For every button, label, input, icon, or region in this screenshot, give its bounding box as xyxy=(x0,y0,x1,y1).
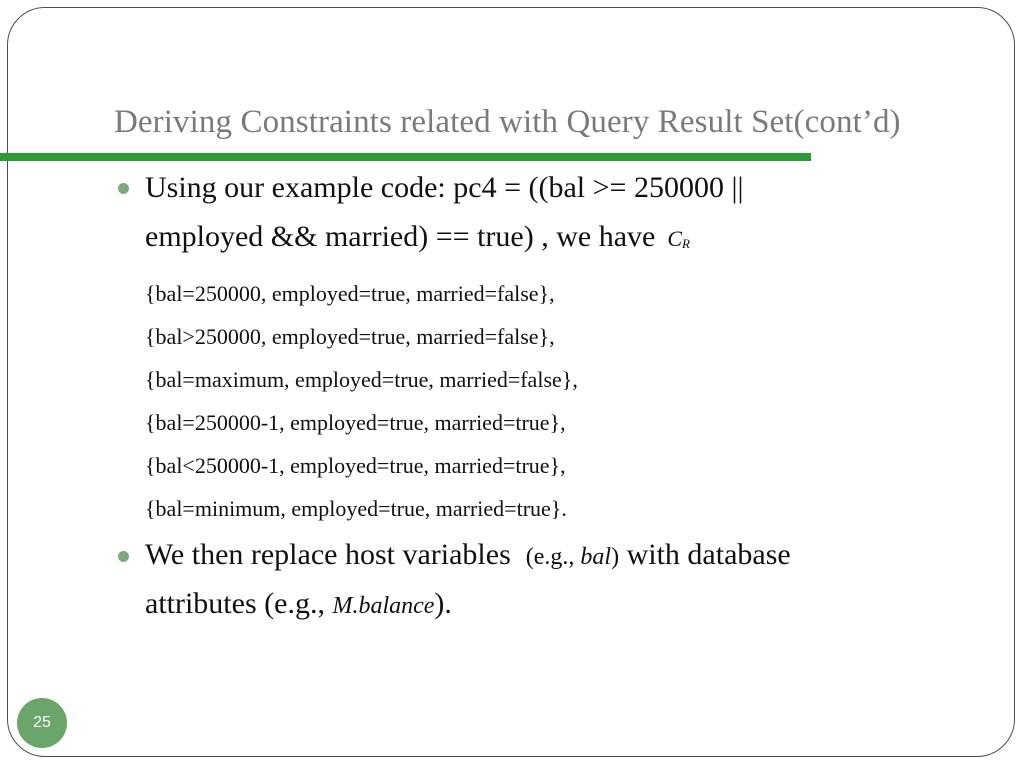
bullet-dot xyxy=(118,183,129,194)
constraint-item: {bal=minimum, employed=true, married=true}. xyxy=(145,496,567,521)
bullet2-example1-open: (e.g., xyxy=(525,544,581,570)
bullet2-example1 xyxy=(526,544,619,570)
constraint-item: {bal>250000, employed=true, married=false}, xyxy=(145,324,555,349)
constraint-item: {bal=250000-1, employed=true, married=true}, xyxy=(145,410,566,435)
bullet2-line2-pre: attributes (e.g., xyxy=(145,587,333,620)
bullet-dot xyxy=(118,551,129,562)
constraint-item: {bal=250000, employed=true, married=false}, xyxy=(145,281,555,306)
result-set-symbol-sub: R xyxy=(682,236,690,251)
bullet1-line2-text: employed && married) == true) , we have xyxy=(145,220,656,253)
slide-title: Deriving Constraints related with Query Result Set(cont’d) xyxy=(114,104,901,140)
bullet2-example1-close: ) xyxy=(611,544,620,570)
constraint-item: {bal<250000-1, employed=true, married=true}, xyxy=(145,453,566,478)
bullet2-line2-post: ). xyxy=(434,587,452,620)
bullet1-line1: Using our example code: pc4 = ((bal >= 250000 || xyxy=(145,171,744,204)
bullet1-line2 xyxy=(145,220,690,254)
bullet2-line1 xyxy=(145,538,791,572)
result-set-symbol xyxy=(667,226,690,251)
result-set-symbol-main: C xyxy=(667,226,683,251)
bullet2-line1-post: with database xyxy=(619,538,791,571)
constraint-item: {bal=maximum, employed=true, married=false}, xyxy=(145,367,578,392)
bullet2-line2 xyxy=(145,587,452,621)
bullet2-example1-var: bal xyxy=(580,544,612,570)
page-number-badge: 25 xyxy=(17,698,67,748)
bullet2-line1-pre: We then replace host variables xyxy=(145,538,511,571)
title-accent-bar xyxy=(0,153,811,161)
bullet2-example2-attr: M.balance xyxy=(332,593,435,619)
